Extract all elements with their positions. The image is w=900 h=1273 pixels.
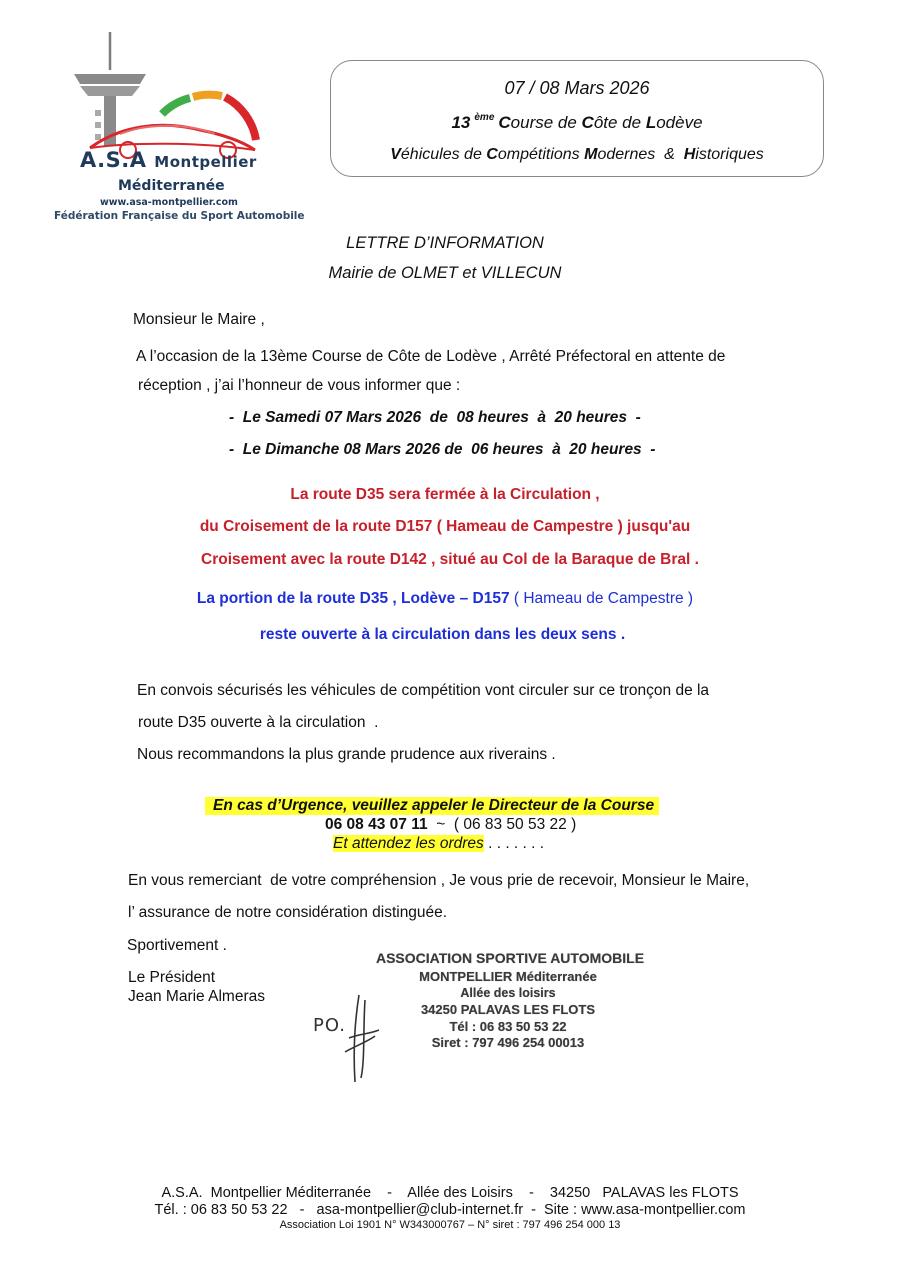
signature-po: PO.	[313, 1015, 347, 1036]
schedule-saturday: - Le Samedi 07 Mars 2026 de 08 heures à 20 heures -	[229, 409, 641, 426]
stamp-association: ASSOCIATION SPORTIVE AUTOMOBILE	[375, 950, 645, 966]
stamp-city: MONTPELLIER Méditerranée	[419, 969, 597, 984]
open-portion-line-2: reste ouverte à la circulation dans les deux sens .	[259, 626, 626, 643]
closure-line-2: du Croisement de la route D157 ( Hameau de Campestre ) jusqu'au	[199, 518, 691, 535]
intro-line-1: A l’occasion de la 13ème Course de Côte de Lodève , Arrêté Préfectoral en attente de	[136, 348, 726, 365]
recommendation: Nous recommandons la plus grande prudence aux riverains .	[137, 746, 556, 763]
emergency-wait: Et attendez les ordres . . . . . . .	[333, 835, 545, 852]
stamp-phone: Tél : 06 83 50 53 22	[449, 1019, 567, 1034]
convoy-line-1: En convois sécurisés les véhicules de compétition vont circuler sur ce tronçon de la	[137, 682, 710, 699]
signoff: Sportivement .	[127, 937, 227, 954]
salutation: Monsieur le Maire ,	[133, 311, 265, 328]
logo-region: Méditerranée	[118, 178, 225, 194]
logo-federation: Fédération Française du Sport Automobile	[54, 210, 305, 222]
emergency-phones: 06 08 43 07 11 ~ ( 06 83 50 53 22 )	[325, 816, 577, 833]
emergency-title: En cas d’Urgence, veuillez appeler le Directeur de la Course	[205, 797, 659, 815]
edition-number: 13	[451, 113, 471, 132]
stamp-street: Allée des loisirs	[460, 986, 556, 1000]
stamp-siret: Siret : 797 496 254 00013	[431, 1035, 585, 1050]
alternate-phone: ( 06 83 50 53 22 )	[453, 816, 577, 833]
letter-recipient: Mairie de OLMET et VILLECUN	[328, 264, 562, 282]
footer-contact: Tél. : 06 83 50 53 22 - asa-montpellier@club-internet.fr - Site : www.asa-montpellier.com	[154, 1202, 746, 1218]
closing-line-2: l’ assurance de notre considération distinguée.	[128, 904, 448, 921]
signer-name: Jean Marie Almeras	[128, 988, 265, 1005]
open-portion-line-1: La portion de la route D35 , Lodève – D157 ( Hameau de Campestre )	[196, 590, 694, 607]
footer-legal: Association Loi 1901 N° W343000767 – N° siret : 797 496 254 000 13	[279, 1219, 621, 1231]
schedule-sunday: - Le Dimanche 08 Mars 2026 de 06 heures à 20 heures -	[229, 441, 656, 458]
signer-title: Le Président	[128, 969, 216, 986]
director-phone: 06 08 43 07 11	[325, 816, 428, 833]
edition-suffix: ème	[474, 112, 495, 123]
logo-website: www.asa-montpellier.com	[100, 197, 238, 208]
closure-line-1: La route D35 sera fermée à la Circulation ,	[290, 486, 600, 503]
footer-address: A.S.A. Montpellier Méditerranée - Allée des Loisirs - 34250 PALAVAS les FLOTS	[161, 1185, 739, 1201]
event-category: Véhicules de Compétitions Modernes & Historiques	[390, 146, 764, 163]
event-dates: 07 / 08 Mars 2026	[504, 78, 650, 98]
convoy-line-2: route D35 ouverte à la circulation .	[138, 714, 379, 731]
logo-name: A.S.A Montpellier	[80, 148, 257, 172]
closure-line-3: Croisement avec la route D142 , situé au Col de la Baraque de Bral .	[201, 551, 699, 568]
letter-title: LETTRE D’INFORMATION	[346, 234, 544, 252]
stamp-postcode: 34250 PALAVAS LES FLOTS	[420, 1002, 596, 1017]
intro-line-2: réception , j’ai l’honneur de vous informer que :	[138, 377, 461, 394]
event-title: 13 $^{ème}$ Course de Côte de Lodève	[451, 112, 703, 132]
closing-line-1: En vous remerciant de votre compréhension , Je vous prie de recevoir, Monsieur le Maire,	[128, 872, 750, 889]
